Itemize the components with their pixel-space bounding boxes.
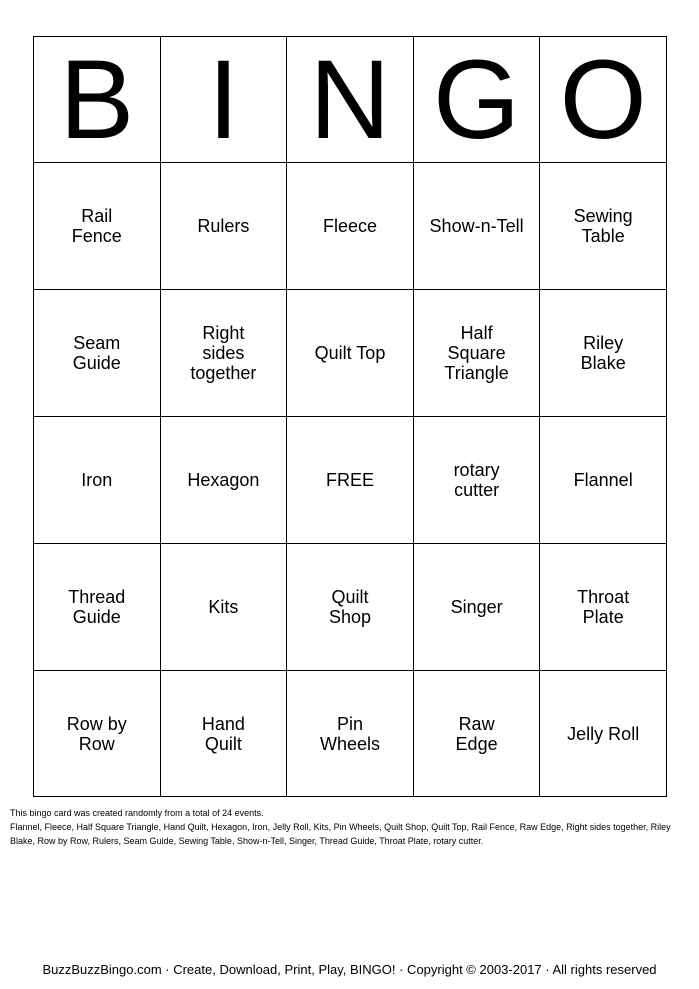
header-letter-o: O: [540, 37, 667, 163]
card-cell: Pin Wheels: [287, 671, 414, 797]
card-description: [10, 806, 690, 848]
card-cell: Throat Plate: [540, 544, 667, 671]
card-cell: Quilt Top: [287, 290, 414, 417]
card-cell: Right sides together: [160, 290, 287, 417]
card-row: [34, 544, 667, 671]
free-space-cell: FREE: [287, 417, 414, 544]
card-cell: Jelly Roll: [540, 671, 667, 797]
card-cell: Rulers: [160, 163, 287, 290]
card-cell: Riley Blake: [540, 290, 667, 417]
card-cell: Thread Guide: [34, 544, 161, 671]
card-cell: Flannel: [540, 417, 667, 544]
card-cell: Half Square Triangle: [413, 290, 540, 417]
header-letter-g: G: [413, 37, 540, 163]
card-cell: Kits: [160, 544, 287, 671]
card-row: [34, 417, 667, 544]
bingo-card: [33, 36, 667, 797]
card-cell: Hexagon: [160, 417, 287, 544]
card-cell: rotary cutter: [413, 417, 540, 544]
card-description-line: This bingo card was created randomly from a total of 24 events.: [10, 808, 264, 818]
card-cell: Hand Quilt: [160, 671, 287, 797]
card-cell: Rail Fence: [34, 163, 161, 290]
card-cell: Seam Guide: [34, 290, 161, 417]
card-cell: Row by Row: [34, 671, 161, 797]
card-row: [34, 290, 667, 417]
card-cell: Raw Edge: [413, 671, 540, 797]
card-cell: Fleece: [287, 163, 414, 290]
header-row: [34, 37, 667, 163]
header-letter-i: I: [160, 37, 287, 163]
card-row: [34, 671, 667, 797]
card-cell: Singer: [413, 544, 540, 671]
card-cell: Quilt Shop: [287, 544, 414, 671]
card-cell: Show-n-Tell: [413, 163, 540, 290]
card-cell: Iron: [34, 417, 161, 544]
header-letter-n: N: [287, 37, 414, 163]
site-footer: BuzzBuzzBingo.com · Create, Download, Print, Play, BINGO! · Copyright © 2003-2017 · All rights reserved: [42, 962, 657, 977]
card-row: [34, 163, 667, 290]
header-letter-b: B: [34, 37, 161, 163]
event-list: Flannel, Fleece, Half Square Triangle, Hand Quilt, Hexagon, Iron, Jelly Roll, Kits, Pin Wheels, Quilt Shop, Quilt Top, Rail Fence, Raw Edge, Right sides together, Riley Blake, Row by Row, Rulers, Seam Guide, Sewing Table, Show-n-Tell, Singer, Thread Guide, Throat Plate, rotary cutter.: [10, 822, 671, 846]
card-cell: Sewing Table: [540, 163, 667, 290]
